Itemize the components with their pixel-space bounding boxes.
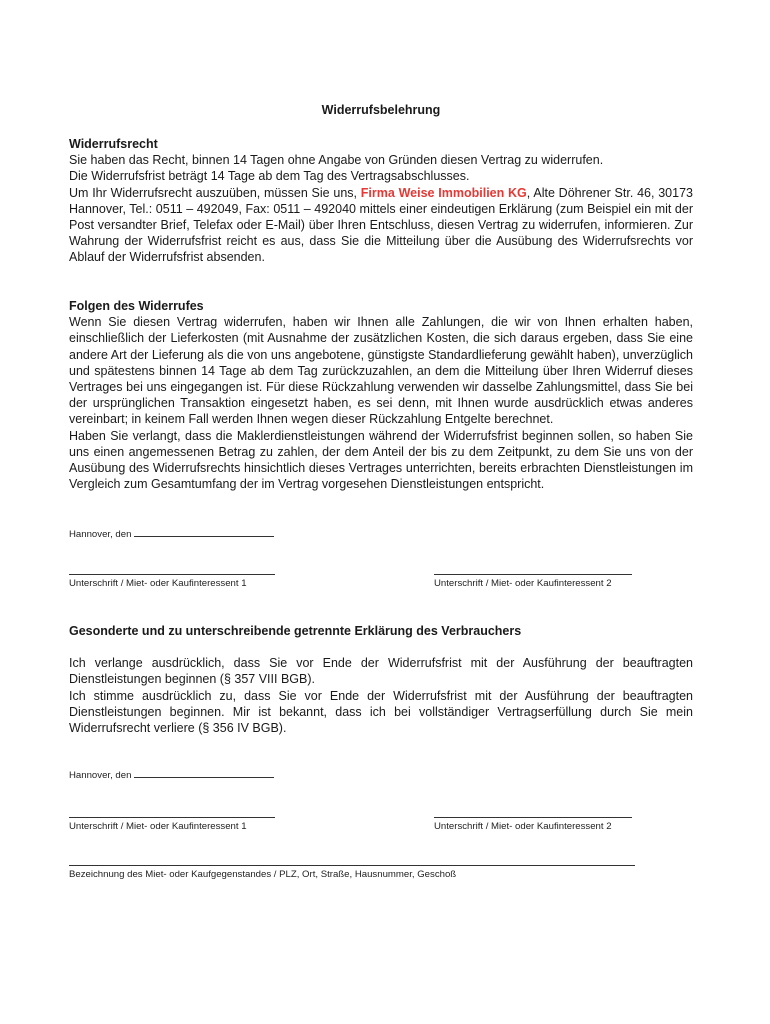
signature-field-1[interactable] [69, 817, 275, 832]
signature-field-2[interactable] [434, 574, 632, 589]
signature-line [434, 817, 632, 818]
document-title: Widerrufsbelehrung [321, 103, 441, 117]
signature-field-2[interactable] [434, 817, 632, 832]
signature-line [69, 817, 275, 818]
signature-line [434, 574, 632, 575]
signature-line [69, 574, 275, 575]
signature-label: Unterschrift / Miet- oder Kaufinteressent 1 [69, 578, 247, 589]
date-label: Hannover, den [69, 770, 132, 781]
section-heading: Gesonderte und zu unterschreibende getrennte Erklärung des Verbrauchers [69, 624, 522, 638]
date-field[interactable] [69, 527, 274, 540]
object-label: Bezeichnung des Miet- oder Kaufgegenstandes / PLZ, Ort, Straße, Hausnummer, Geschoß [69, 869, 457, 880]
signature-label: Unterschrift / Miet- oder Kaufinteressent 2 [434, 821, 612, 832]
company-name: Firma Weise Immobilien KG [360, 185, 527, 200]
object-line [69, 865, 635, 866]
paragraph: Ich stimme ausdrücklich zu, dass Sie vor Ende der Widerrufsfrist mit der Ausführung der beauftragten Dienstleistungen beginnen. Mir ist bekannt, dass ich bei vollständiger Vertragserfüllung durch Sie mein Widerrufsrecht verliere (§ 356 IV BGB). [69, 688, 693, 736]
paragraph: Sie haben das Recht, binnen 14 Tagen ohne Angabe von Gründen diesen Vertrag zu widerrufen. [69, 153, 604, 168]
section-heading: Widerrufsrecht [69, 137, 158, 151]
date-line [134, 527, 274, 537]
paragraph: Die Widerrufsfrist beträgt 14 Tage ab dem Tag des Vertragsabschlusses. [69, 169, 470, 184]
section-widerrufsrecht [69, 136, 693, 266]
paragraph-text: , Alte Döhrener Str. 46, 30173 Hannover, Tel.: 0511 – 492049, Fax: 0511 – 492040 mittels einer eindeutigen Erklärung (zum Beispiel ein mit der Post versandter Brief, Telefax oder E-Mail) über Ihren Entschluss, diesen Vertrag zu widerrufen, informieren. Zur Wahrung der Widerrufsfrist reicht es aus, dass Sie die Mitteilung über die Ausübung des Widerrufsrechts vor Ablauf der Widerrufsfrist absenden. [69, 185, 693, 265]
section-heading: Folgen des Widerrufes [69, 299, 204, 313]
paragraph-text: Um Ihr Widerrufsrecht auszuüben, müssen Sie uns, [69, 185, 361, 200]
paragraph: Ich verlange ausdrücklich, dass Sie vor Ende der Widerrufsfrist mit der Ausführung der beauftragten Dienstleistungen beginnen (§ 357 VIII BGB). [69, 656, 693, 687]
date-label: Hannover, den [69, 529, 132, 540]
signature-label: Unterschrift / Miet- oder Kaufinteressent 2 [434, 578, 612, 589]
paragraph-contact [69, 185, 693, 266]
section-erklaerung [69, 623, 693, 736]
paragraph: Wenn Sie diesen Vertrag widerrufen, haben wir Ihnen alle Zahlungen, die wir von Ihnen erhalten haben, einschließlich der Lieferkosten (mit Ausnahme der zusätzlichen Kosten, die sich daraus ergeben, dass Sie eine andere Art der Lieferung als die von uns angebotene, günstigste Standardlieferung gewählt haben), unverzüglich und spätestens binnen 14 Tage ab dem Tag zurückzuzahlen, an dem die Mitteilung über Ihren Widerruf dieses Vertrages bei uns eingegangen ist. Für diese Rückzahlung verwenden wir dasselbe Zahlungsmittel, dass Sie bei der ursprünglichen Transaktion eingesetzt haben, es sei denn, mit Ihnen wurde ausdrücklich etwas anderes vereinbart; in keinem Fall werden Ihnen wegen dieser Rückzahlung Entgelte berechnet. [69, 315, 693, 427]
date-line [134, 768, 274, 778]
section-folgen [69, 298, 693, 492]
date-field[interactable] [69, 768, 274, 781]
signature-field-1[interactable] [69, 574, 275, 589]
signature-label: Unterschrift / Miet- oder Kaufinteressent 1 [69, 821, 247, 832]
paragraph: Haben Sie verlangt, dass die Maklerdienstleistungen während der Widerrufsfrist beginnen sollen, so haben Sie uns einen angemessenen Betrag zu zahlen, der dem Anteil der bis zu dem Zeitpunkt, zu dem Sie uns von der Ausübung des Widerrufsrechts hinsichtlich dieses Vertrages unterrichten, bereits erbrachten Dienstleistungen im Vergleich zum Gesamtumfang der im Vertrag vorgesehen Dienstleistungen entspricht. [69, 428, 693, 492]
object-field[interactable] [69, 865, 635, 880]
